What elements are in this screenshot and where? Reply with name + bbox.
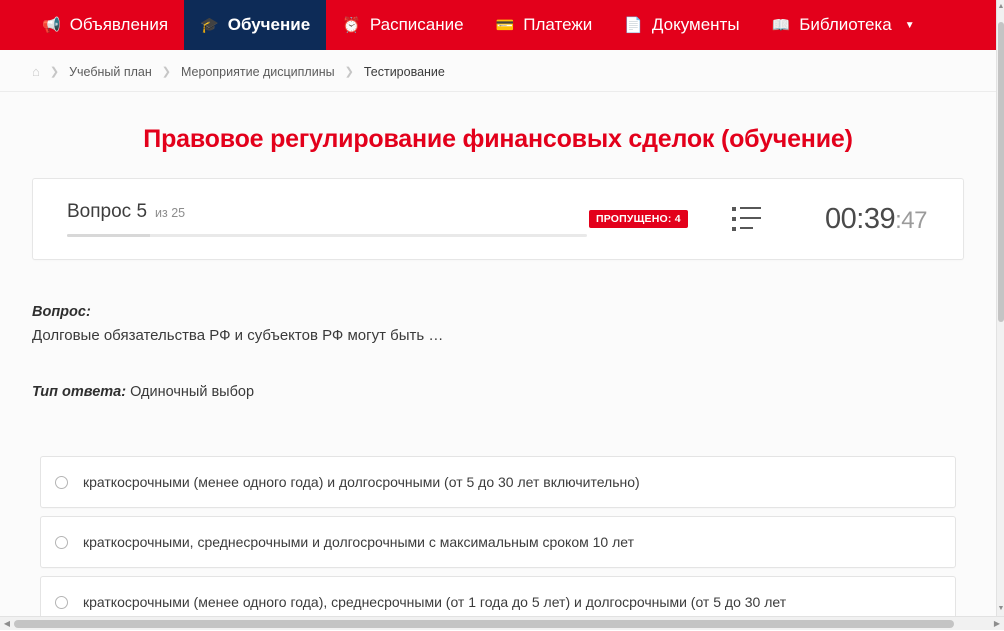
nav-item-education-label: Обучение bbox=[227, 15, 311, 34]
question-text: Долговые обязательства РФ и субъектов РФ могут быть … bbox=[32, 327, 444, 344]
answer-type-caption: Тип ответа: bbox=[32, 384, 127, 400]
chevron-down-icon: ▼ bbox=[904, 19, 915, 31]
breadcrumb-item-study-plan[interactable]: Учебный план bbox=[69, 64, 152, 79]
nav-item-library-label: Библиотека bbox=[799, 15, 892, 34]
nav-item-payments-label: Платежи bbox=[523, 15, 593, 34]
answer-option-3-label: краткосрочными (менее одного года), среднесрочными (от 1 года до 5 лет) и долгосрочными (от 5 до 30 лет bbox=[83, 593, 787, 610]
graduation-cap-icon: 🎓 bbox=[200, 16, 219, 34]
main-navbar bbox=[0, 0, 996, 50]
nav-item-announcements[interactable] bbox=[26, 0, 184, 50]
quiz-header-card bbox=[32, 178, 964, 260]
answer-option-1[interactable] bbox=[40, 456, 956, 508]
question-list-icon[interactable] bbox=[732, 206, 762, 232]
quiz-question-total: из 25 bbox=[155, 206, 186, 220]
quiz-timer bbox=[773, 203, 963, 236]
nav-item-documents[interactable] bbox=[608, 0, 755, 50]
quiz-timer-seconds: :47 bbox=[895, 206, 927, 234]
nav-item-announcements-label: Объявления bbox=[69, 15, 169, 34]
scroll-right-icon[interactable]: ▶ bbox=[993, 619, 1001, 628]
scroll-left-icon[interactable]: ◀ bbox=[3, 619, 11, 628]
vertical-scrollbar[interactable] bbox=[996, 0, 1004, 616]
answer-option-1-label: краткосрочными (менее одного года) и долгосрочными (от 5 до 30 лет включительно) bbox=[83, 473, 640, 490]
radio-button-icon[interactable] bbox=[55, 476, 68, 489]
answer-type-value: Одиночный выбор bbox=[130, 384, 255, 400]
vertical-scrollbar-thumb[interactable] bbox=[998, 22, 1004, 322]
quiz-progress-section bbox=[33, 201, 589, 237]
clock-icon: ⏰ bbox=[342, 16, 361, 34]
question-caption: Вопрос: bbox=[32, 304, 91, 320]
horizontal-scrollbar-thumb[interactable] bbox=[14, 620, 954, 628]
radio-button-icon[interactable] bbox=[55, 596, 68, 609]
book-icon: 📖 bbox=[771, 16, 791, 34]
breadcrumb-separator: ❯ bbox=[161, 66, 171, 78]
document-icon: 📄 bbox=[624, 16, 643, 34]
horizontal-scrollbar[interactable] bbox=[0, 616, 1004, 630]
nav-item-schedule[interactable] bbox=[326, 0, 479, 50]
home-icon[interactable]: ⌂ bbox=[32, 64, 40, 79]
answer-type-row bbox=[32, 384, 964, 400]
question-block bbox=[0, 260, 996, 400]
megaphone-icon: 📢 bbox=[42, 16, 61, 34]
answer-options-list bbox=[40, 456, 956, 628]
nav-item-library[interactable] bbox=[756, 0, 931, 50]
radio-button-icon[interactable] bbox=[55, 536, 68, 549]
scroll-up-icon[interactable]: ▲ bbox=[997, 3, 1004, 10]
nav-item-documents-label: Документы bbox=[651, 15, 740, 34]
quiz-question-counter bbox=[67, 201, 589, 223]
page-content bbox=[0, 50, 996, 630]
status-badge: ПРОПУЩЕНО: 4 bbox=[589, 210, 688, 228]
page-title: Правовое регулирование финансовых сделок (обучение) bbox=[143, 125, 853, 153]
quiz-question-number: Вопрос 5 bbox=[67, 201, 148, 222]
answer-option-2-label: краткосрочными, среднесрочными и долгосрочными с максимальным сроком 10 лет bbox=[83, 533, 634, 550]
breadcrumb-separator: ❯ bbox=[344, 66, 354, 78]
breadcrumb bbox=[0, 50, 996, 92]
quiz-timer-main: 00:39 bbox=[825, 202, 896, 235]
quiz-nav-section bbox=[722, 206, 773, 232]
nav-item-payments[interactable] bbox=[480, 0, 609, 50]
nav-item-education[interactable] bbox=[184, 0, 326, 50]
breadcrumb-separator: ❯ bbox=[49, 66, 60, 78]
nav-item-schedule-label: Расписание bbox=[369, 15, 464, 34]
horizontal-scrollbar-track[interactable] bbox=[14, 617, 990, 631]
breadcrumb-item-discipline-event[interactable]: Мероприятие дисциплины bbox=[180, 64, 335, 79]
scroll-down-icon[interactable]: ▼ bbox=[997, 605, 1004, 612]
answer-option-2[interactable] bbox=[40, 516, 956, 568]
breadcrumb-item-testing: Тестирование bbox=[363, 64, 445, 79]
credit-card-icon: 💳 bbox=[495, 16, 515, 34]
quiz-progress-bar bbox=[67, 234, 587, 237]
